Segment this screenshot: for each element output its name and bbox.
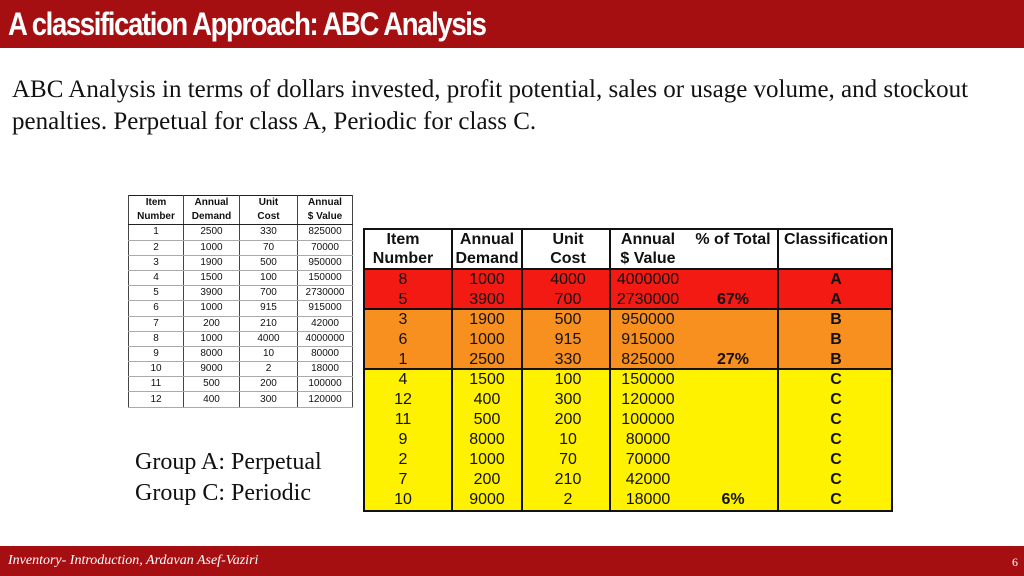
row-classification: C xyxy=(830,391,842,408)
group-a-note: Group A: Perpetual xyxy=(135,449,322,475)
title-bar xyxy=(0,0,1024,48)
header-unit-cost: Unit xyxy=(552,231,584,248)
row-item-number: 2 xyxy=(398,451,408,468)
header-number: Number xyxy=(129,210,184,225)
table-cell: 210 xyxy=(240,316,298,331)
row-annual-demand: 3900 xyxy=(469,291,505,308)
row-annual-value: 825000 xyxy=(621,351,675,368)
table-cell: 300 xyxy=(240,392,298,407)
table-row xyxy=(129,362,353,377)
row-classification: C xyxy=(830,491,842,508)
row-item-number: 6 xyxy=(398,331,408,348)
row-unit-cost: 2 xyxy=(563,491,573,508)
table-cell: 9000 xyxy=(184,362,240,377)
table-cell: 1000 xyxy=(184,331,240,346)
table-cell: 7 xyxy=(129,316,184,331)
table-cell: 2500 xyxy=(184,225,240,240)
table-cell: 700 xyxy=(240,286,298,301)
table-cell: 42000 xyxy=(298,316,353,331)
row-annual-demand: 1900 xyxy=(469,311,505,328)
table-cell: 500 xyxy=(184,377,240,392)
table-row xyxy=(129,240,353,255)
table-row xyxy=(129,301,353,316)
table-cell: 2 xyxy=(129,240,184,255)
table-cell: 10 xyxy=(129,362,184,377)
table-row xyxy=(129,270,353,285)
row-classification: C xyxy=(830,431,842,448)
row-unit-cost: 210 xyxy=(554,471,582,488)
row-unit-cost: 100 xyxy=(554,371,582,388)
table-cell: 200 xyxy=(240,377,298,392)
table-cell: 2730000 xyxy=(298,286,353,301)
table-cell: 4000 xyxy=(240,331,298,346)
row-classification: C xyxy=(830,411,842,428)
table-row xyxy=(129,255,353,270)
row-annual-value: 150000 xyxy=(621,371,675,388)
table-cell: 12 xyxy=(129,392,184,407)
row-annual-value: 80000 xyxy=(625,431,671,448)
row-annual-value: 18000 xyxy=(625,491,671,508)
row-unit-cost: 700 xyxy=(554,291,582,308)
table-cell: 1500 xyxy=(184,270,240,285)
row-unit-cost: 10 xyxy=(559,431,577,448)
row-annual-demand: 1000 xyxy=(469,271,505,288)
row-annual-value: 70000 xyxy=(625,451,671,468)
table-cell: 70000 xyxy=(298,240,353,255)
row-annual-value: 915000 xyxy=(621,331,675,348)
footer-bar xyxy=(0,546,1024,576)
row-annual-value: 120000 xyxy=(621,391,675,408)
table-cell: 400 xyxy=(184,392,240,407)
header-demand: Demand xyxy=(184,210,240,225)
table-cell: 200 xyxy=(184,316,240,331)
header-percent-total: % of Total xyxy=(695,231,771,248)
row-annual-value: 100000 xyxy=(621,411,675,428)
row-percent-total: 67% xyxy=(716,291,750,308)
table-cell: 330 xyxy=(240,225,298,240)
table-row xyxy=(129,316,353,331)
table-cell: 915 xyxy=(240,301,298,316)
table-cell: 70 xyxy=(240,240,298,255)
header-annual-value: Annual xyxy=(298,196,353,211)
row-item-number: 4 xyxy=(398,371,408,388)
row-classification: B xyxy=(830,351,842,368)
row-item-number: 11 xyxy=(394,411,412,428)
header-annual: Annual xyxy=(184,196,240,211)
header-item: Item xyxy=(129,196,184,211)
table-cell: 1 xyxy=(129,225,184,240)
row-classification: C xyxy=(830,451,842,468)
row-percent-total: 6% xyxy=(721,491,745,508)
row-unit-cost: 200 xyxy=(554,411,582,428)
row-annual-value: 950000 xyxy=(621,311,675,328)
row-classification: A xyxy=(830,291,842,308)
table-cell: 915000 xyxy=(298,301,353,316)
page-number: 6 xyxy=(1012,555,1018,569)
row-annual-demand: 2500 xyxy=(469,351,505,368)
table-row xyxy=(129,346,353,361)
header-annual-demand-line2: Demand xyxy=(455,250,519,267)
row-annual-demand: 1000 xyxy=(469,331,505,348)
table-cell: 1000 xyxy=(184,301,240,316)
table-row xyxy=(129,377,353,392)
intro-text: ABC Analysis in terms of dollars invested, profit potential, sales or usage volume, and stockout penalties. Perpetual for class A, Periodic for class C. xyxy=(12,76,969,135)
table-cell: 1000 xyxy=(184,240,240,255)
group-c-note: Group C: Periodic xyxy=(135,480,311,506)
slide-title: A classification Approach: ABC Analysis xyxy=(8,6,486,42)
row-annual-demand: 200 xyxy=(473,471,501,488)
row-annual-demand: 1500 xyxy=(469,371,505,388)
table-cell: 100 xyxy=(240,270,298,285)
row-unit-cost: 70 xyxy=(559,451,577,468)
header-dollar-value: $ Value xyxy=(298,210,353,225)
table-cell: 3900 xyxy=(184,286,240,301)
row-annual-demand: 1000 xyxy=(469,451,505,468)
table-cell: 1900 xyxy=(184,255,240,270)
row-unit-cost: 330 xyxy=(554,351,582,368)
header-annual-demand: Annual xyxy=(459,231,515,248)
table-row xyxy=(129,286,353,301)
row-item-number: 5 xyxy=(398,291,408,308)
row-classification: B xyxy=(830,311,842,328)
row-unit-cost: 500 xyxy=(554,311,582,328)
header-item-number: Item xyxy=(386,231,420,248)
row-annual-value: 42000 xyxy=(625,471,671,488)
row-annual-demand: 9000 xyxy=(469,491,505,508)
row-annual-value: 2730000 xyxy=(616,291,680,308)
row-unit-cost: 915 xyxy=(554,331,582,348)
row-annual-demand: 500 xyxy=(473,411,501,428)
table-cell: 10 xyxy=(240,346,298,361)
table-cell: 4000000 xyxy=(298,331,353,346)
table-cell: 2 xyxy=(240,362,298,377)
table-cell: 950000 xyxy=(298,255,353,270)
table-cell: 8 xyxy=(129,331,184,346)
table-row xyxy=(129,392,353,407)
table-cell: 18000 xyxy=(298,362,353,377)
row-unit-cost: 4000 xyxy=(550,271,586,288)
header-annual-value: Annual xyxy=(620,231,676,248)
table-cell: 9 xyxy=(129,346,184,361)
table-cell: 150000 xyxy=(298,270,353,285)
row-item-number: 3 xyxy=(398,311,408,328)
row-annual-demand: 400 xyxy=(473,391,501,408)
header-item-number-line2: Number xyxy=(372,250,434,267)
header-annual-value-line2: $ Value xyxy=(620,250,676,267)
table-row xyxy=(129,331,353,346)
row-item-number: 9 xyxy=(398,431,408,448)
table-cell: 120000 xyxy=(298,392,353,407)
table-cell: 5 xyxy=(129,286,184,301)
table-cell: 500 xyxy=(240,255,298,270)
row-classification: C xyxy=(830,471,842,488)
table-cell: 80000 xyxy=(298,346,353,361)
group-notes xyxy=(135,447,322,509)
table-cell: 8000 xyxy=(184,346,240,361)
row-annual-demand: 8000 xyxy=(469,431,505,448)
row-classification: C xyxy=(830,371,842,388)
row-unit-cost: 300 xyxy=(554,391,582,408)
header-cost: Cost xyxy=(240,210,298,225)
row-classification: B xyxy=(830,331,842,348)
header-classification: Classification xyxy=(783,231,889,248)
table-cell: 4 xyxy=(129,270,184,285)
row-item-number: 1 xyxy=(398,351,408,368)
header-unit-cost-line2: Cost xyxy=(550,250,586,267)
table-cell: 825000 xyxy=(298,225,353,240)
row-item-number: 7 xyxy=(398,471,408,488)
footer-text: Inventory- Introduction, Ardavan Asef-Vaziri xyxy=(8,553,259,568)
row-item-number: 12 xyxy=(394,391,412,408)
row-item-number: 8 xyxy=(398,271,408,288)
row-item-number: 10 xyxy=(394,491,412,508)
header-unit: Unit xyxy=(240,196,298,211)
row-classification: A xyxy=(830,271,842,288)
source-data-table xyxy=(128,195,353,408)
table-cell: 6 xyxy=(129,301,184,316)
table-cell: 11 xyxy=(129,377,184,392)
table-row xyxy=(129,225,353,240)
row-annual-value: 4000000 xyxy=(616,271,680,288)
table-cell: 100000 xyxy=(298,377,353,392)
table-cell: 3 xyxy=(129,255,184,270)
row-percent-total: 27% xyxy=(716,351,750,368)
abc-classification-table xyxy=(363,228,893,512)
